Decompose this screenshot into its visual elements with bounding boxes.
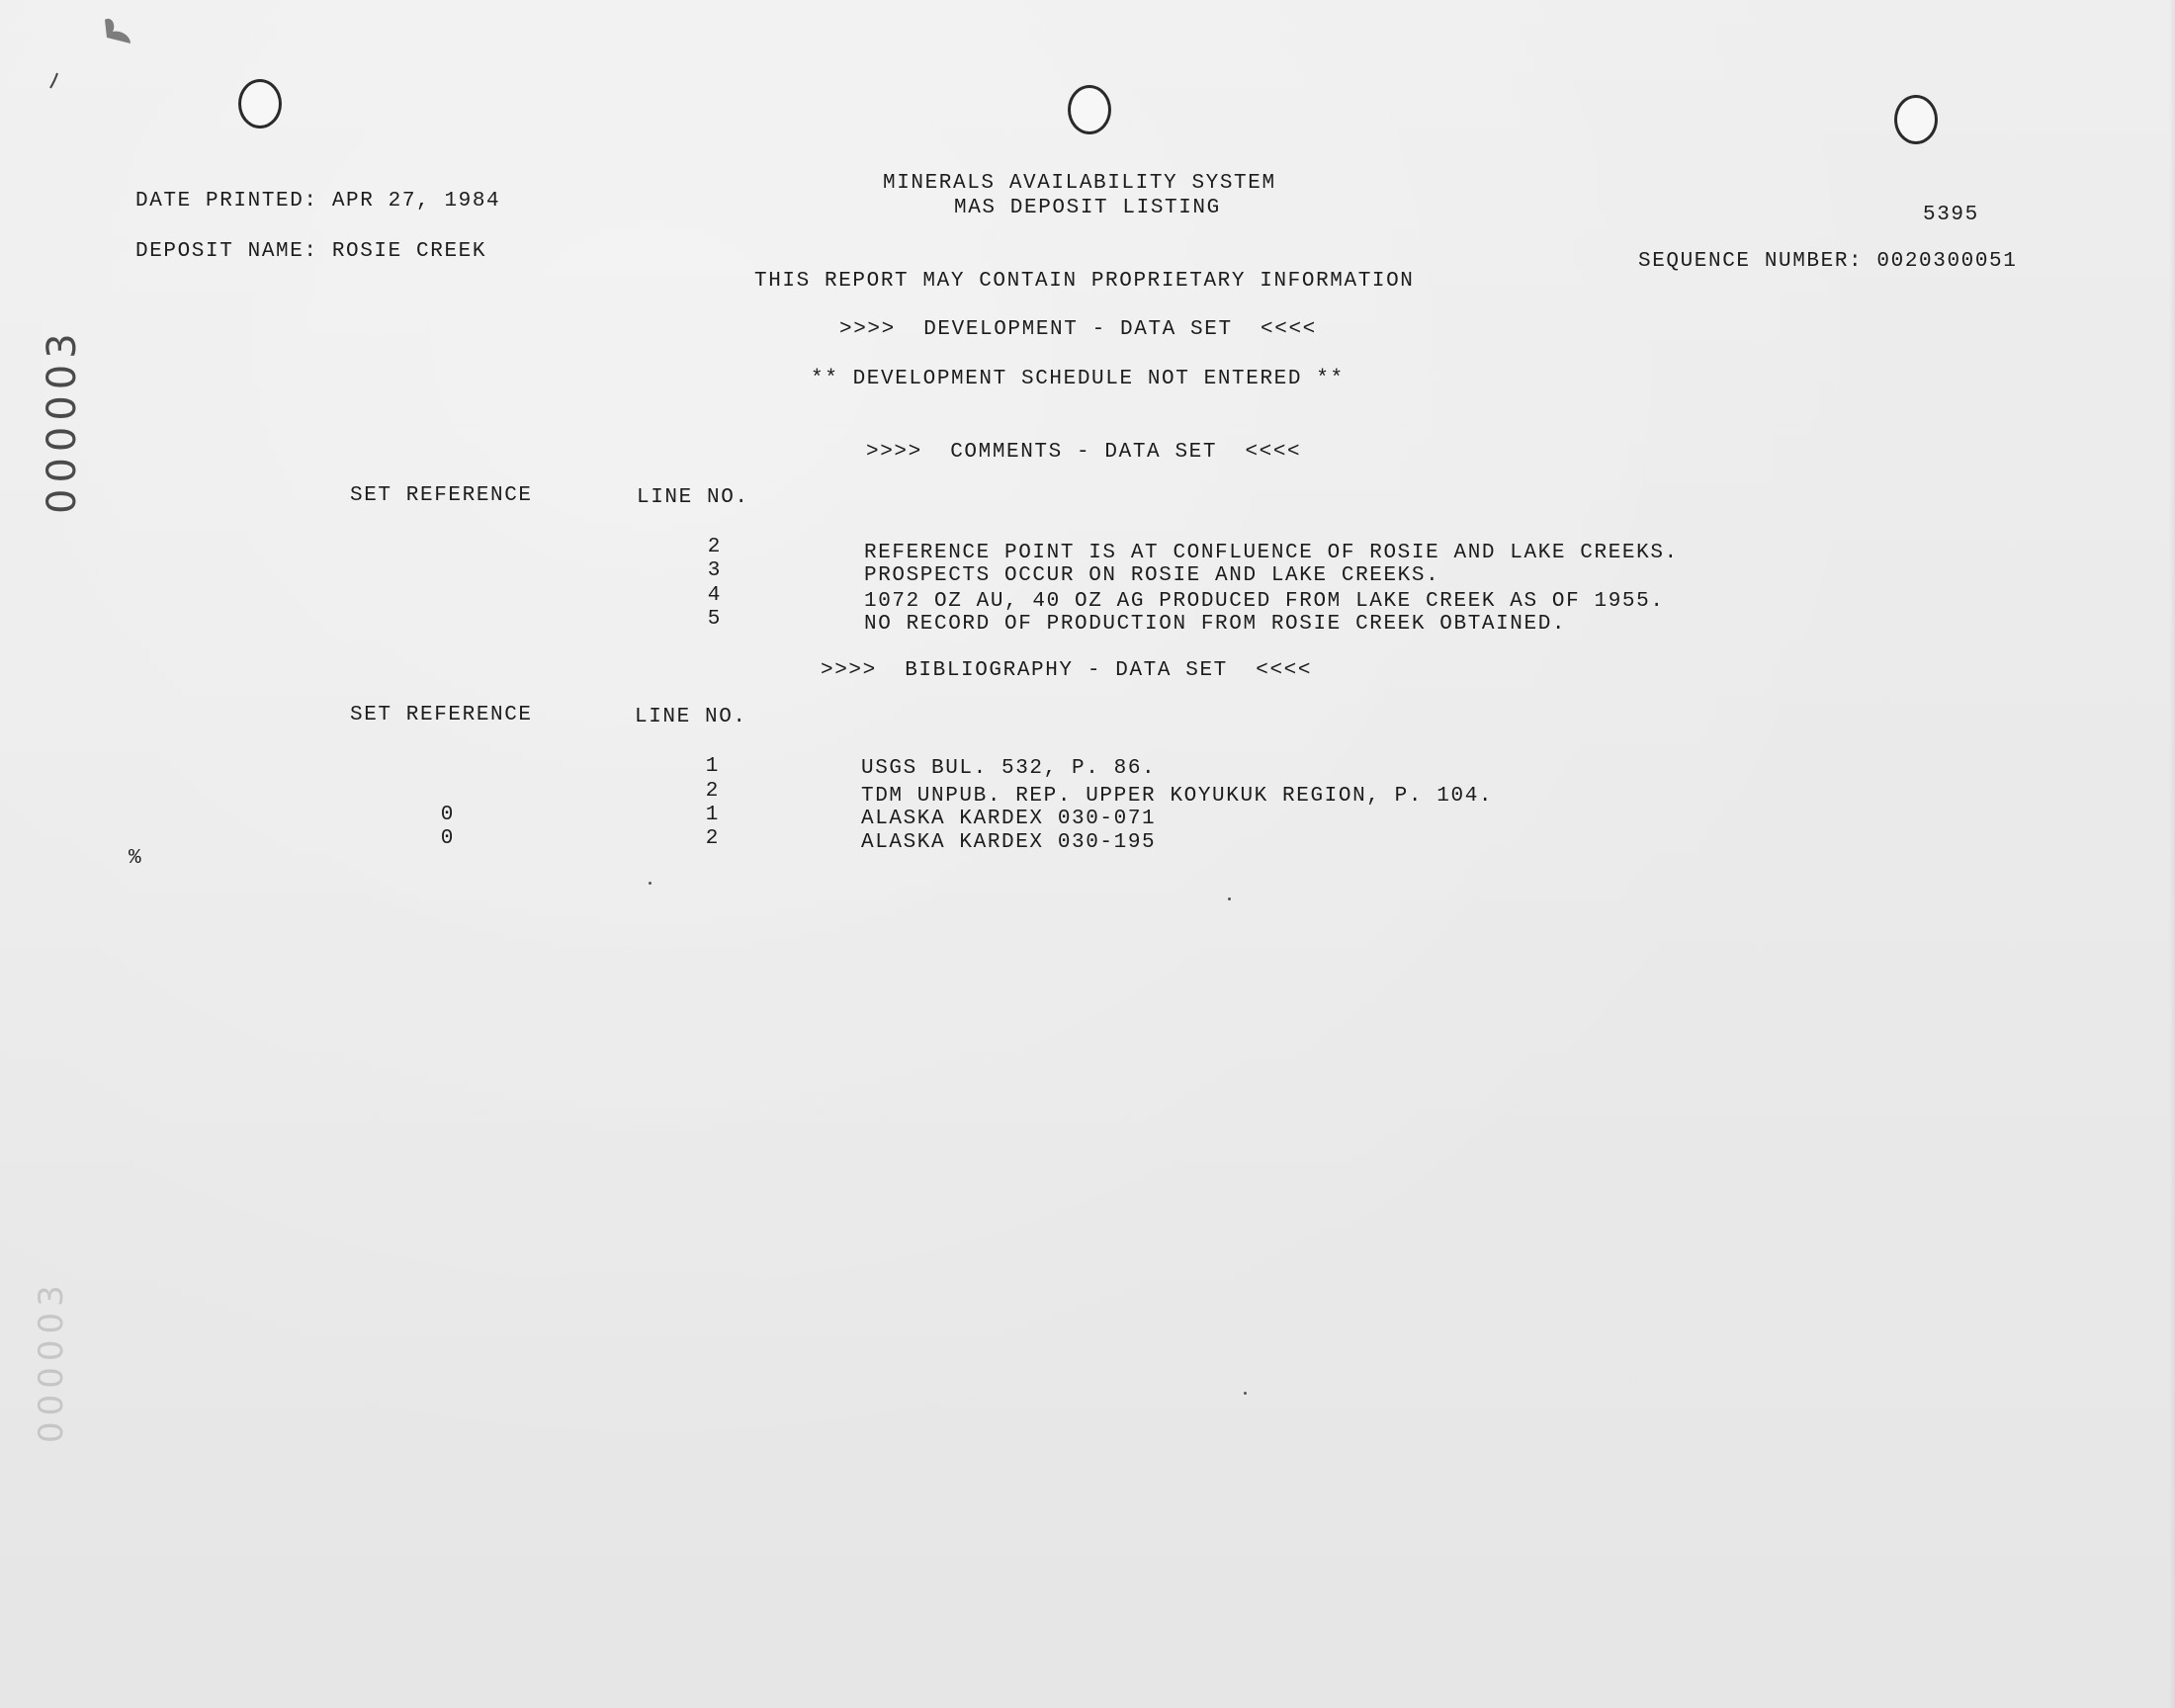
bibliography-line-no: 1: [705, 755, 720, 778]
punch-hole-center: [1068, 85, 1111, 134]
comment-line-no: 3: [707, 559, 722, 582]
comment-text: NO RECORD OF PRODUCTION FROM ROSIE CREEK OBTAINED.: [864, 613, 1567, 636]
bibliography-set-ref: 0: [440, 827, 455, 850]
paper-speck: [1244, 1392, 1247, 1395]
footer-mark: %: [129, 847, 143, 870]
bibliography-text: TDM UNPUB. REP. UPPER KOYUKUK REGION, P. 104.: [861, 785, 1494, 808]
sequence-number: SEQUENCE NUMBER: 0020300051: [1638, 250, 2018, 273]
comments-col-line-no: LINE NO.: [637, 486, 749, 509]
bibliography-col-set-reference: SET REFERENCE: [350, 704, 533, 726]
bibliography-text: ALASKA KARDEX 030-071: [861, 808, 1157, 830]
development-heading: >>>> DEVELOPMENT - DATA SET <<<<: [839, 318, 1317, 341]
punch-hole-left: [238, 79, 282, 128]
bibliography-line-no: 1: [705, 804, 720, 826]
proprietary-notice: THIS REPORT MAY CONTAIN PROPRIETARY INFORMATION: [754, 270, 1415, 293]
bibliography-heading: >>>> BIBLIOGRAPHY - DATA SET <<<<: [821, 659, 1313, 682]
listing-title: MAS DEPOSIT LISTING: [954, 197, 1221, 219]
comment-line-no: 4: [707, 584, 722, 607]
deposit-name: DEPOSIT NAME: ROSIE CREEK: [135, 240, 487, 263]
comments-heading: >>>> COMMENTS - DATA SET <<<<: [866, 441, 1302, 464]
bibliography-col-line-no: LINE NO.: [635, 706, 747, 728]
bibliography-line-no: 2: [705, 780, 720, 803]
pencil-tick: [47, 71, 61, 91]
bibliography-text: USGS BUL. 532, P. 86.: [861, 757, 1157, 780]
comment-text: PROSPECTS OCCUR ON ROSIE AND LAKE CREEKS.: [864, 564, 1440, 587]
bibliography-text: ALASKA KARDEX 030-195: [861, 831, 1157, 854]
bibliography-set-ref: 0: [440, 804, 455, 826]
date-printed: DATE PRINTED: APR 27, 1984: [135, 190, 501, 213]
comment-line-no: 5: [707, 608, 722, 631]
side-stamp-bleedthrough: 000003: [32, 1279, 71, 1443]
comment-text: 1072 OZ AU, 40 OZ AG PRODUCED FROM LAKE CREEK AS OF 1955.: [864, 590, 1665, 613]
corner-pencil-mark: [101, 14, 134, 53]
comment-text: REFERENCE POINT IS AT CONFLUENCE OF ROSIE AND LAKE CREEKS.: [864, 542, 1679, 564]
side-stamp-number: 000003: [40, 327, 85, 514]
punch-hole-right: [1894, 95, 1938, 144]
comment-line-no: 2: [707, 536, 722, 558]
paper-speck: [1228, 897, 1231, 900]
paper-speck: [649, 882, 652, 885]
comments-col-set-reference: SET REFERENCE: [350, 484, 533, 507]
system-title: MINERALS AVAILABILITY SYSTEM: [883, 172, 1276, 195]
development-notice: ** DEVELOPMENT SCHEDULE NOT ENTERED **: [811, 368, 1345, 390]
page-number: 5395: [1923, 204, 1979, 226]
bibliography-line-no: 2: [705, 827, 720, 850]
